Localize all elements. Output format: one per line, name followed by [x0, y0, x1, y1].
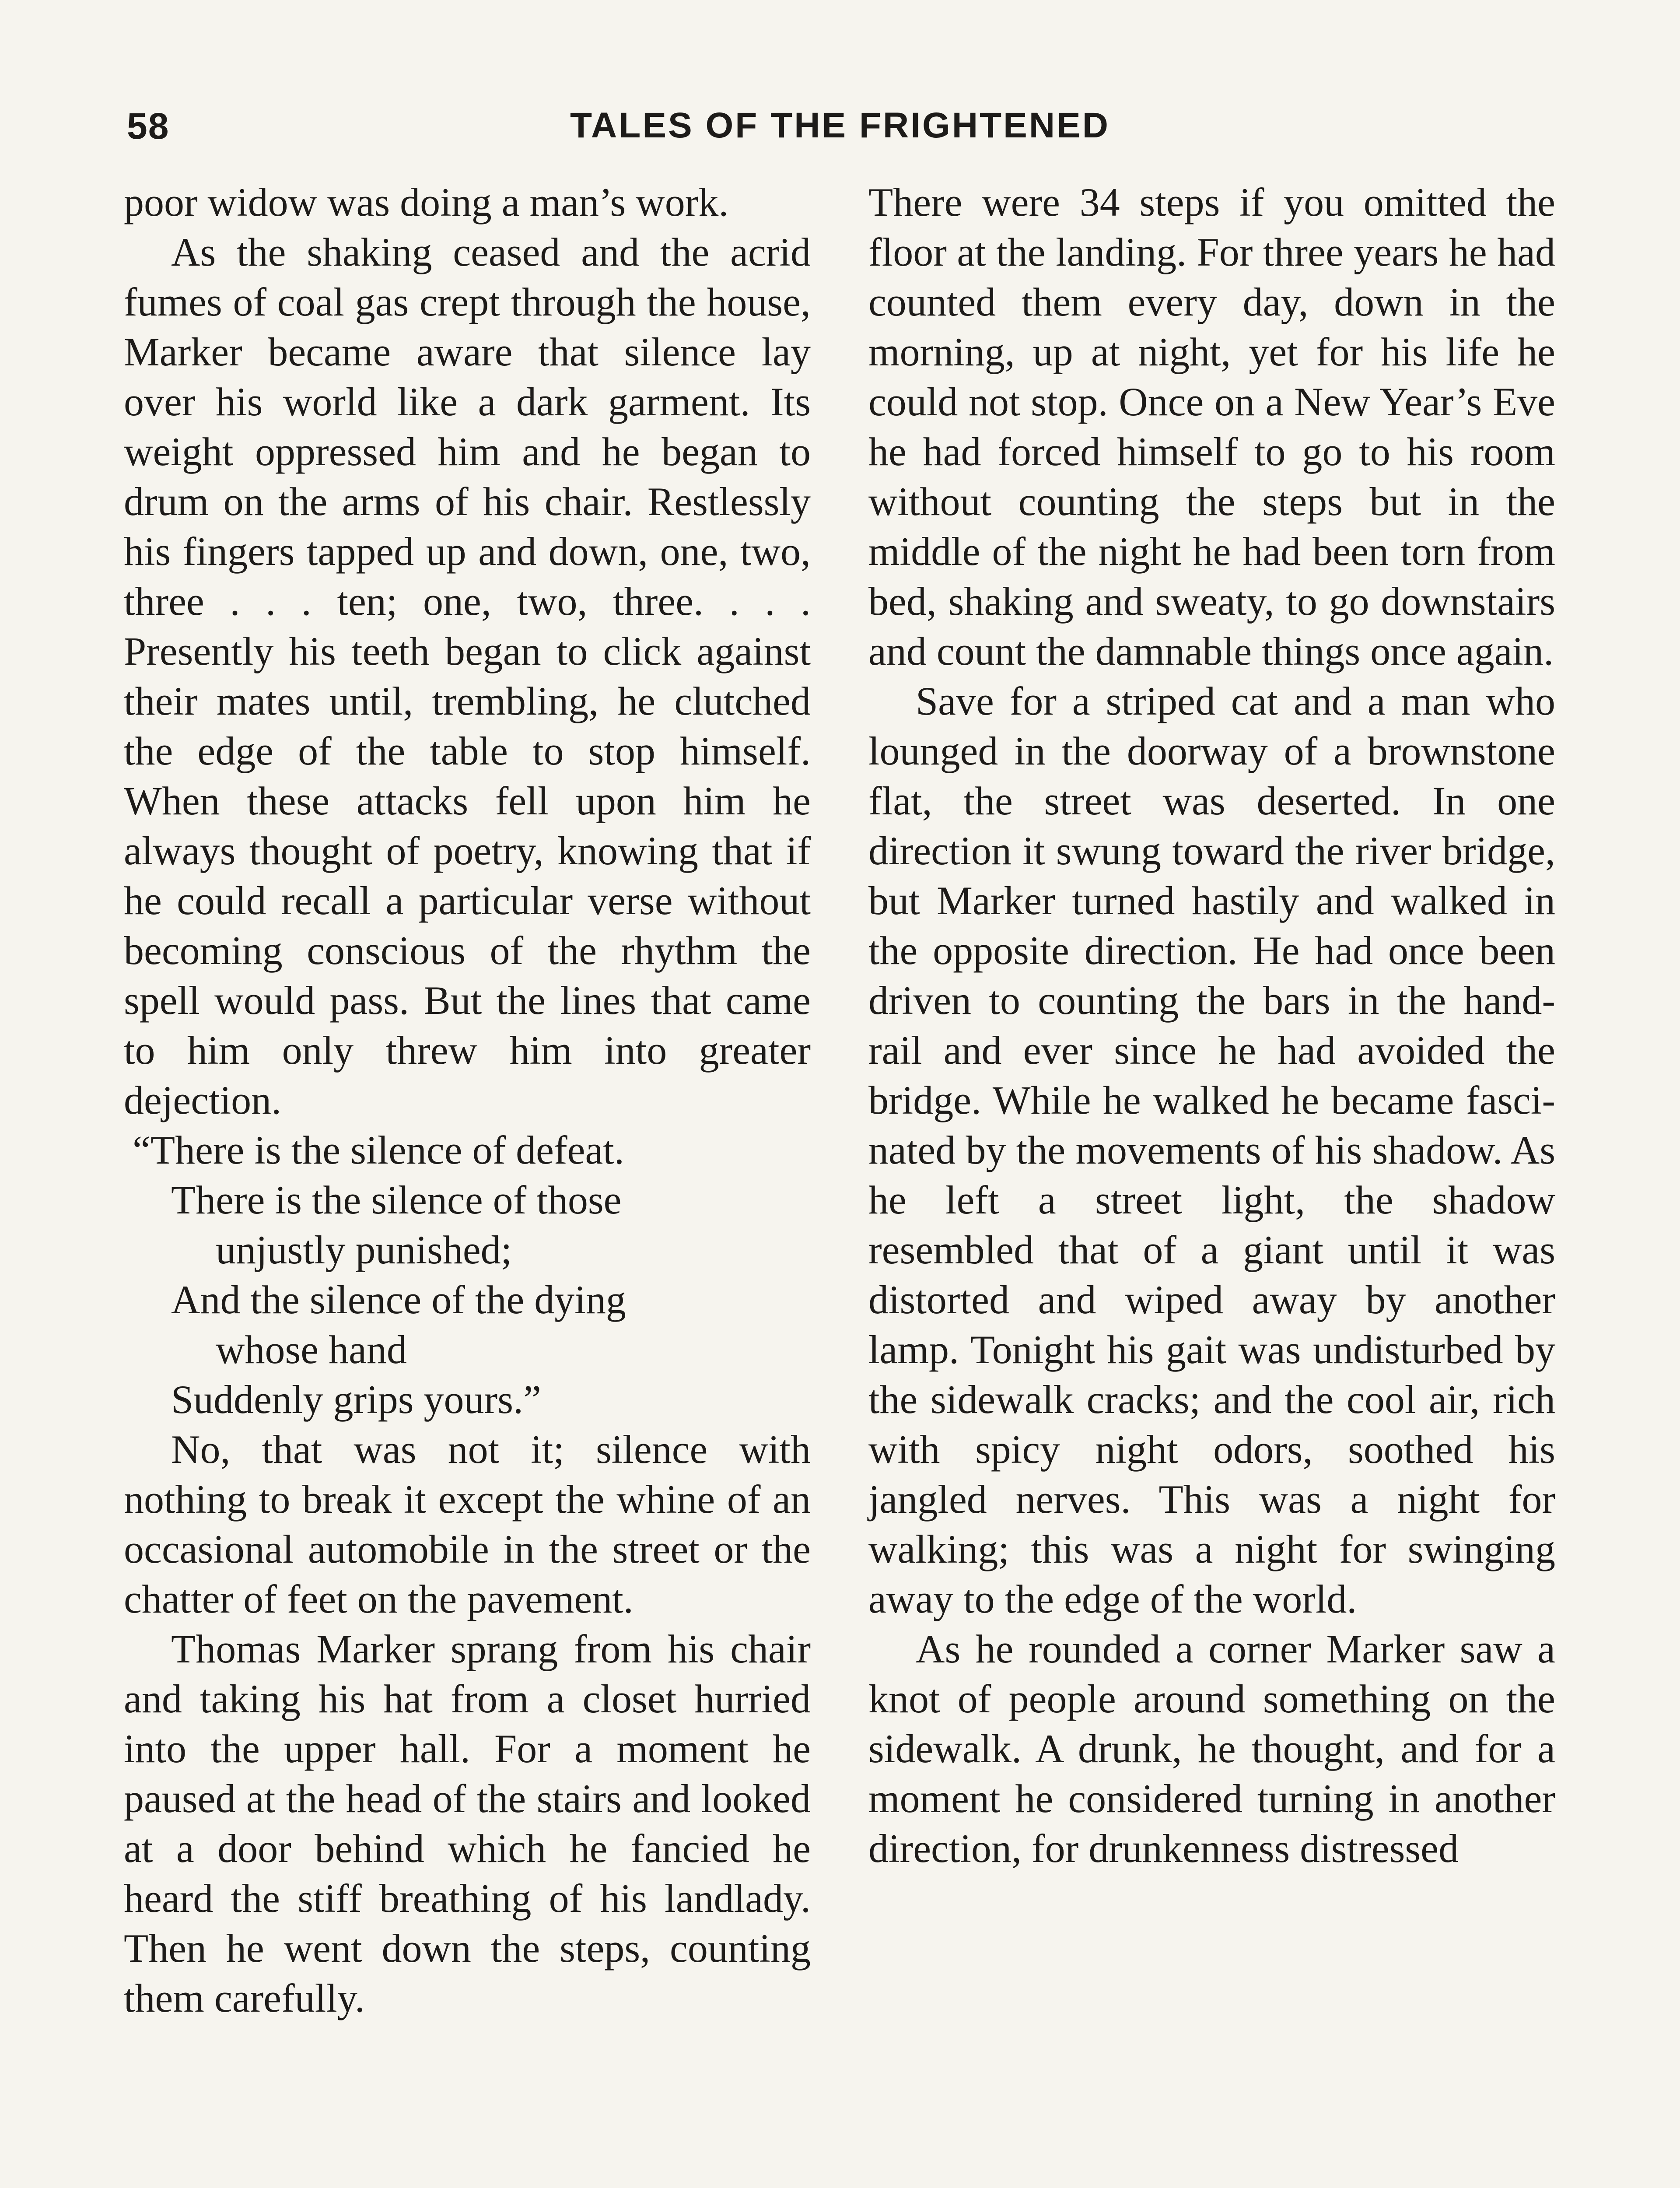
poem-line: There is the silence of those — [171, 1178, 622, 1222]
paragraph: poor widow was doing a man’s work. — [124, 180, 729, 224]
poem-quote — [124, 1125, 811, 1424]
right-column — [868, 177, 1555, 1873]
left-column — [124, 177, 811, 2023]
paragraph: There were 34 steps if you omitted the floor at the landing. For three years he had counted them every day, down in the morning, up at night, yet for his life he could not stop. Once on a New Year’s Eve he had forced himself to go to his room without counting the steps but in the middle of the night he had been torn from bed, shaking and sweaty, to go downstairs and count the damnable things once again. — [868, 180, 1555, 673]
page-number: 58 — [127, 105, 170, 147]
poem-line: Suddenly grips yours.” — [171, 1377, 541, 1422]
paragraph: As the shaking ceased and the acrid fumes of coal gas crept through the house, Marker became aware that silence lay over his world like a dark garment. Its weight oppressed him and he began to drum on the arms of his chair. Restlessly his fingers tapped up and down, one, two, three . . . ten; one, two, three. . . . Presently his teeth began to click against their mates until, trembling, he clutched the edge of the table to stop himself. When these attacks fell upon him he always thought of poetry, knowing that if he could recall a particular verse without becoming conscious of the rhythm the spell would pass. But the lines that came to him only threw him into greater dejection. — [124, 230, 811, 1122]
running-title: TALES OF THE FRIGHTENED — [570, 105, 1110, 145]
poem-line: whose hand — [216, 1327, 407, 1372]
poem-line: And the silence of the dying — [171, 1277, 626, 1322]
poem-line: unjustly punished; — [216, 1227, 512, 1272]
paragraph: Save for a striped cat and a man who lounged in the doorway of a brownstone flat, the street was deserted. In one direction it swung toward the river bridge, but Marker turned hastily and walked in the opposite direction. He had once been driven to counting the bars in the hand-rail and ever since he had avoided the bridge. While he walked he became fascinated by the movements of his shadow. As he left a street light, the shadow resembled that of a giant until it was distorted and wiped away by another lamp. Tonight his gait was undisturbed by the sidewalk cracks; and the cool air, rich with spicy night odors, soothed his jangled nerves. This was a night for walking; this was a night for swinging away to the edge of the world. — [868, 679, 1555, 1621]
poem-line: “There is the silence of defeat. — [133, 1128, 624, 1172]
paragraph: Thomas Marker sprang from his chair and taking his hat from a closet hurried into the upper hall. For a moment he paused at the head of the stairs and looked at a door behind which he fancied he heard the stiff breathing of his landlady. Then he went down the steps, counting them carefully. — [124, 1627, 811, 2020]
paragraph: As he rounded a corner Marker saw a knot of people around something on the sidewalk. A drunk, he thought, and for a moment he considered turning in another direction, for drunkenness distressed — [868, 1627, 1555, 1871]
paragraph: No, that was not it; silence with nothing to break it except the whine of an occasional automobile in the street or the chatter of feet on the pavement. — [124, 1427, 811, 1621]
